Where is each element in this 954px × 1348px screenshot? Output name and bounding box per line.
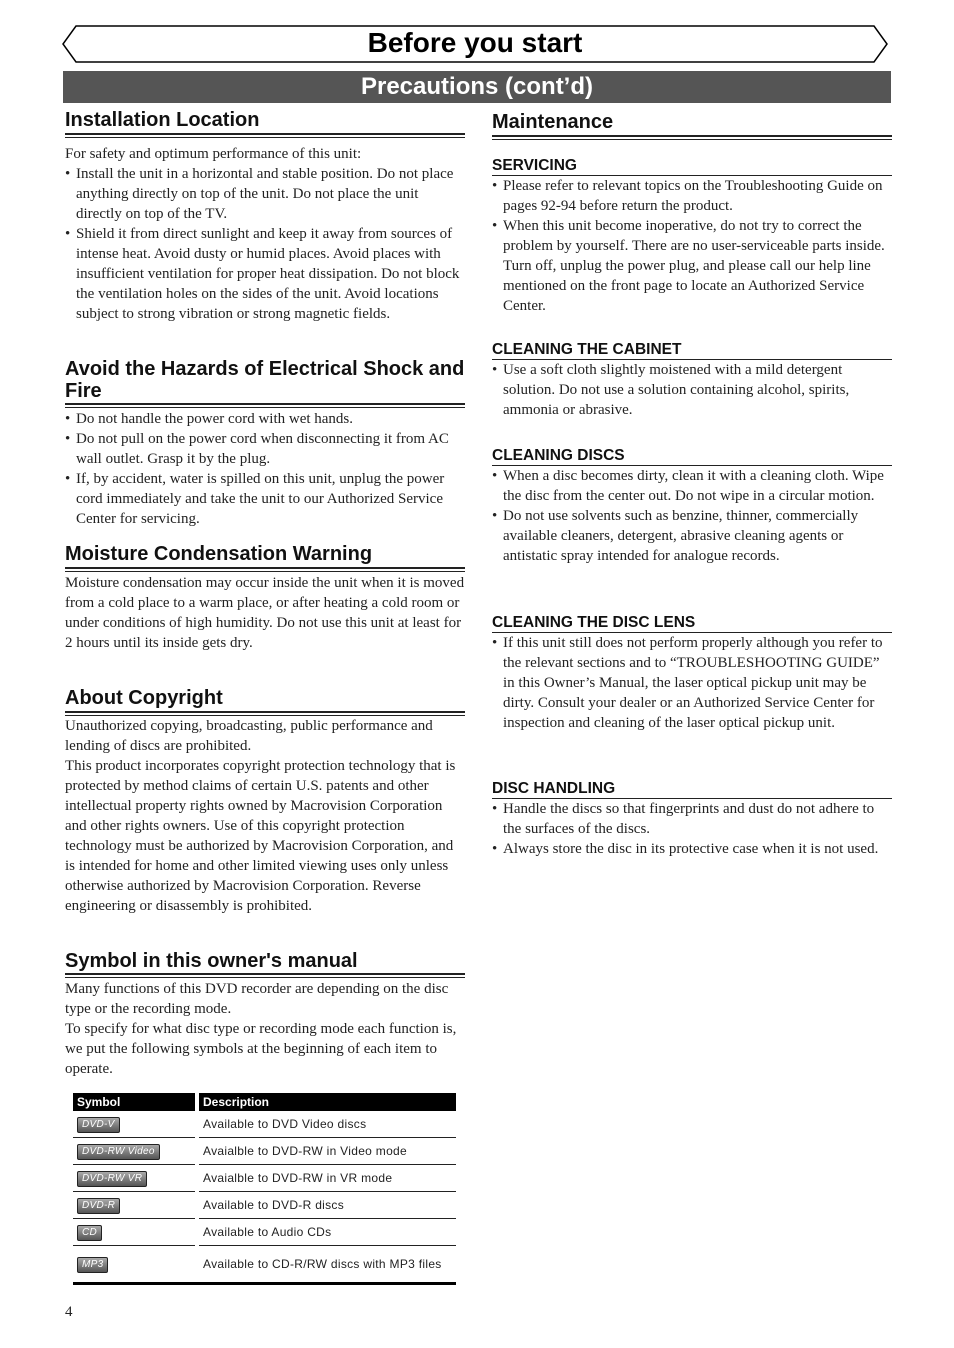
list-item: • Do not pull on the power cord when disconnecting it from AC wall outlet. Grasp it by the plug. [65,429,465,469]
copyright-paragraph: Unauthorized copying, broadcasting, public performance and lending of discs are prohibited. [65,718,433,754]
table-row [73,1165,456,1192]
symbol-paragraph: Many functions of this DVD recorder are depending on the disc type or the recording mode. [65,981,449,1017]
list-item: • If, by accident, water is spilled on this unit, unplug the power cord immediately and take the unit to our Authorized Service Center for servicing. [65,469,465,529]
page-title: Before you start [367,27,583,58]
table-row [73,1219,456,1246]
list-item: • Handle the discs so that fingerprints and dust do not adhere to the surfaces of the discs. [492,799,892,839]
heading-rule [65,973,465,978]
mp3-icon: MP3 [77,1257,108,1273]
hazards-heading: Avoid the Hazards of Electrical Shock and Fire [65,358,465,402]
discs-body [492,466,892,566]
description-cell: Available to CD-R/RW discs with MP3 files [199,1246,456,1284]
symbol-paragraph: To specify for what disc type or recording mode each function is, we put the following symbols at the beginning of each item to operate. [65,1021,457,1077]
list-item: • Use a soft cloth slightly moistened with a mild detergent solution. Do not use a solution containing alcohol, spirits, ammonia or abrasive. [492,360,892,420]
heading-rule [65,133,465,138]
table-row [73,1192,456,1219]
list-item: • When a disc becomes dirty, clean it with a cleaning cloth. Wipe the disc from the center out. Do not wipe in a circular motion. [492,466,892,506]
servicing-body [492,176,892,316]
cabinet-heading: CLEANING THE CABINET [492,341,892,360]
symbol-cell [73,1246,195,1284]
symbol-table [73,1093,456,1285]
lens-body [492,633,892,733]
list-item: • Please refer to relevant topics on the Troubleshooting Guide on pages 92-94 before return the product. [492,176,892,216]
copyright-body [65,716,465,916]
cd-icon: CD [77,1225,102,1241]
description-cell: Avaialble to DVD-RW in VR mode [199,1165,456,1192]
section-subtitle: Precautions (cont’d) [63,71,891,103]
installation-heading: Installation Location [65,109,260,131]
table-row [73,1111,456,1138]
description-cell: Available to DVD Video discs [199,1111,456,1138]
lens-heading: CLEANING THE DISC LENS [492,614,892,633]
list-item: • Always store the disc in its protective case when it is not used. [492,839,892,859]
copyright-heading: About Copyright [65,687,223,709]
list-item: • When this unit become inoperative, do not try to correct the problem by yourself. There are no user-serviceable parts inside. Turn off, unplug the power plug, and please call our help line mentioned on the front page to locate an Authorized Service Center. [492,216,892,316]
table-header-description: Description [199,1093,456,1111]
symbol-cell [73,1138,195,1165]
symbol-cell [73,1192,195,1219]
list-item: • If this unit still does not perform properly although you refer to the relevant sections and to “TROUBLESHOOTING GUIDE” in this Owner’s Manual, the laser optical pickup unit may be dirty. Consult your dealer or an Authorized Service Center for inspection and cleaning of the laser optical pickup unit. [492,633,892,733]
page-number: 4 [65,1304,73,1320]
copyright-paragraph: This product incorporates copyright protection technology that is protected by method claims of certain U.S. patents and other intellectual property rights owned by Macrovision Corporation and other rights owners. Use of this copyright protection technology must be authorized by Macrovision Corporation, and is intended for home and other limited viewing uses only unless otherwise authorized by Macrovision Corporation. Reverse engineering or disassembly is prohibited. [65,758,456,914]
description-cell: Available to Audio CDs [199,1219,456,1246]
description-cell: Available to DVD-R discs [199,1192,456,1219]
cabinet-body [492,360,892,420]
handling-heading: DISC HANDLING [492,780,892,799]
symbol-cell [73,1165,195,1192]
symbol-heading: Symbol in this owner's manual [65,950,358,972]
description-cell: Avaialble to DVD-RW in Video mode [199,1138,456,1165]
installation-intro: For safety and optimum performance of this unit: [65,146,362,162]
moisture-heading: Moisture Condensation Warning [65,543,373,565]
moisture-text: Moisture condensation may occur inside the unit when it is moved from a cold place to a warm place, or after heating a cold room or under conditions of high humidity. Do not use this unit at least for 2 hours until its inside gets dry. [65,575,465,651]
table-header-row [73,1093,456,1111]
heading-rule [65,567,465,572]
page-title-banner [62,25,888,63]
list-item: • Do not handle the power cord with wet hands. [65,409,465,429]
dvd-video-icon: DVD-V [77,1117,120,1133]
table-row [73,1246,456,1284]
servicing-heading: SERVICING [492,157,892,176]
symbol-cell [73,1111,195,1138]
symbol-body [65,979,465,1079]
maintenance-heading: Maintenance [492,111,614,133]
heading-rule [65,403,465,408]
list-item: • Shield it from direct sunlight and keep it away from sources of intense heat. Avoid dusty or humid places. Avoid places with insufficient ventilation for proper heat dissipation. Do not block the ventilation holes on the sides of the unit. Avoid locations subject to strong vibration or strong magnetic fields. [65,224,465,324]
dvd-rw-vr-icon: DVD-RW VR [77,1171,147,1187]
list-item: • Do not use solvents such as benzine, thinner, commercially available cleaners, detergent, abrasive cleaning agents or antistatic spray intended for analogue records. [492,506,892,566]
table-header-symbol: Symbol [73,1093,195,1111]
symbol-cell [73,1219,195,1246]
list-item: • Install the unit in a horizontal and stable position. Do not place anything directly on top of the unit. Do not place the unit directly on top of the TV. [65,164,465,224]
dvd-rw-video-icon: DVD-RW Video [77,1144,160,1160]
heading-rule [492,135,892,140]
handling-body [492,799,892,859]
table-row [73,1138,456,1165]
dvd-r-icon: DVD-R [77,1198,120,1214]
hazards-body [65,409,465,529]
discs-heading: CLEANING DISCS [492,447,892,466]
installation-body [65,144,465,324]
